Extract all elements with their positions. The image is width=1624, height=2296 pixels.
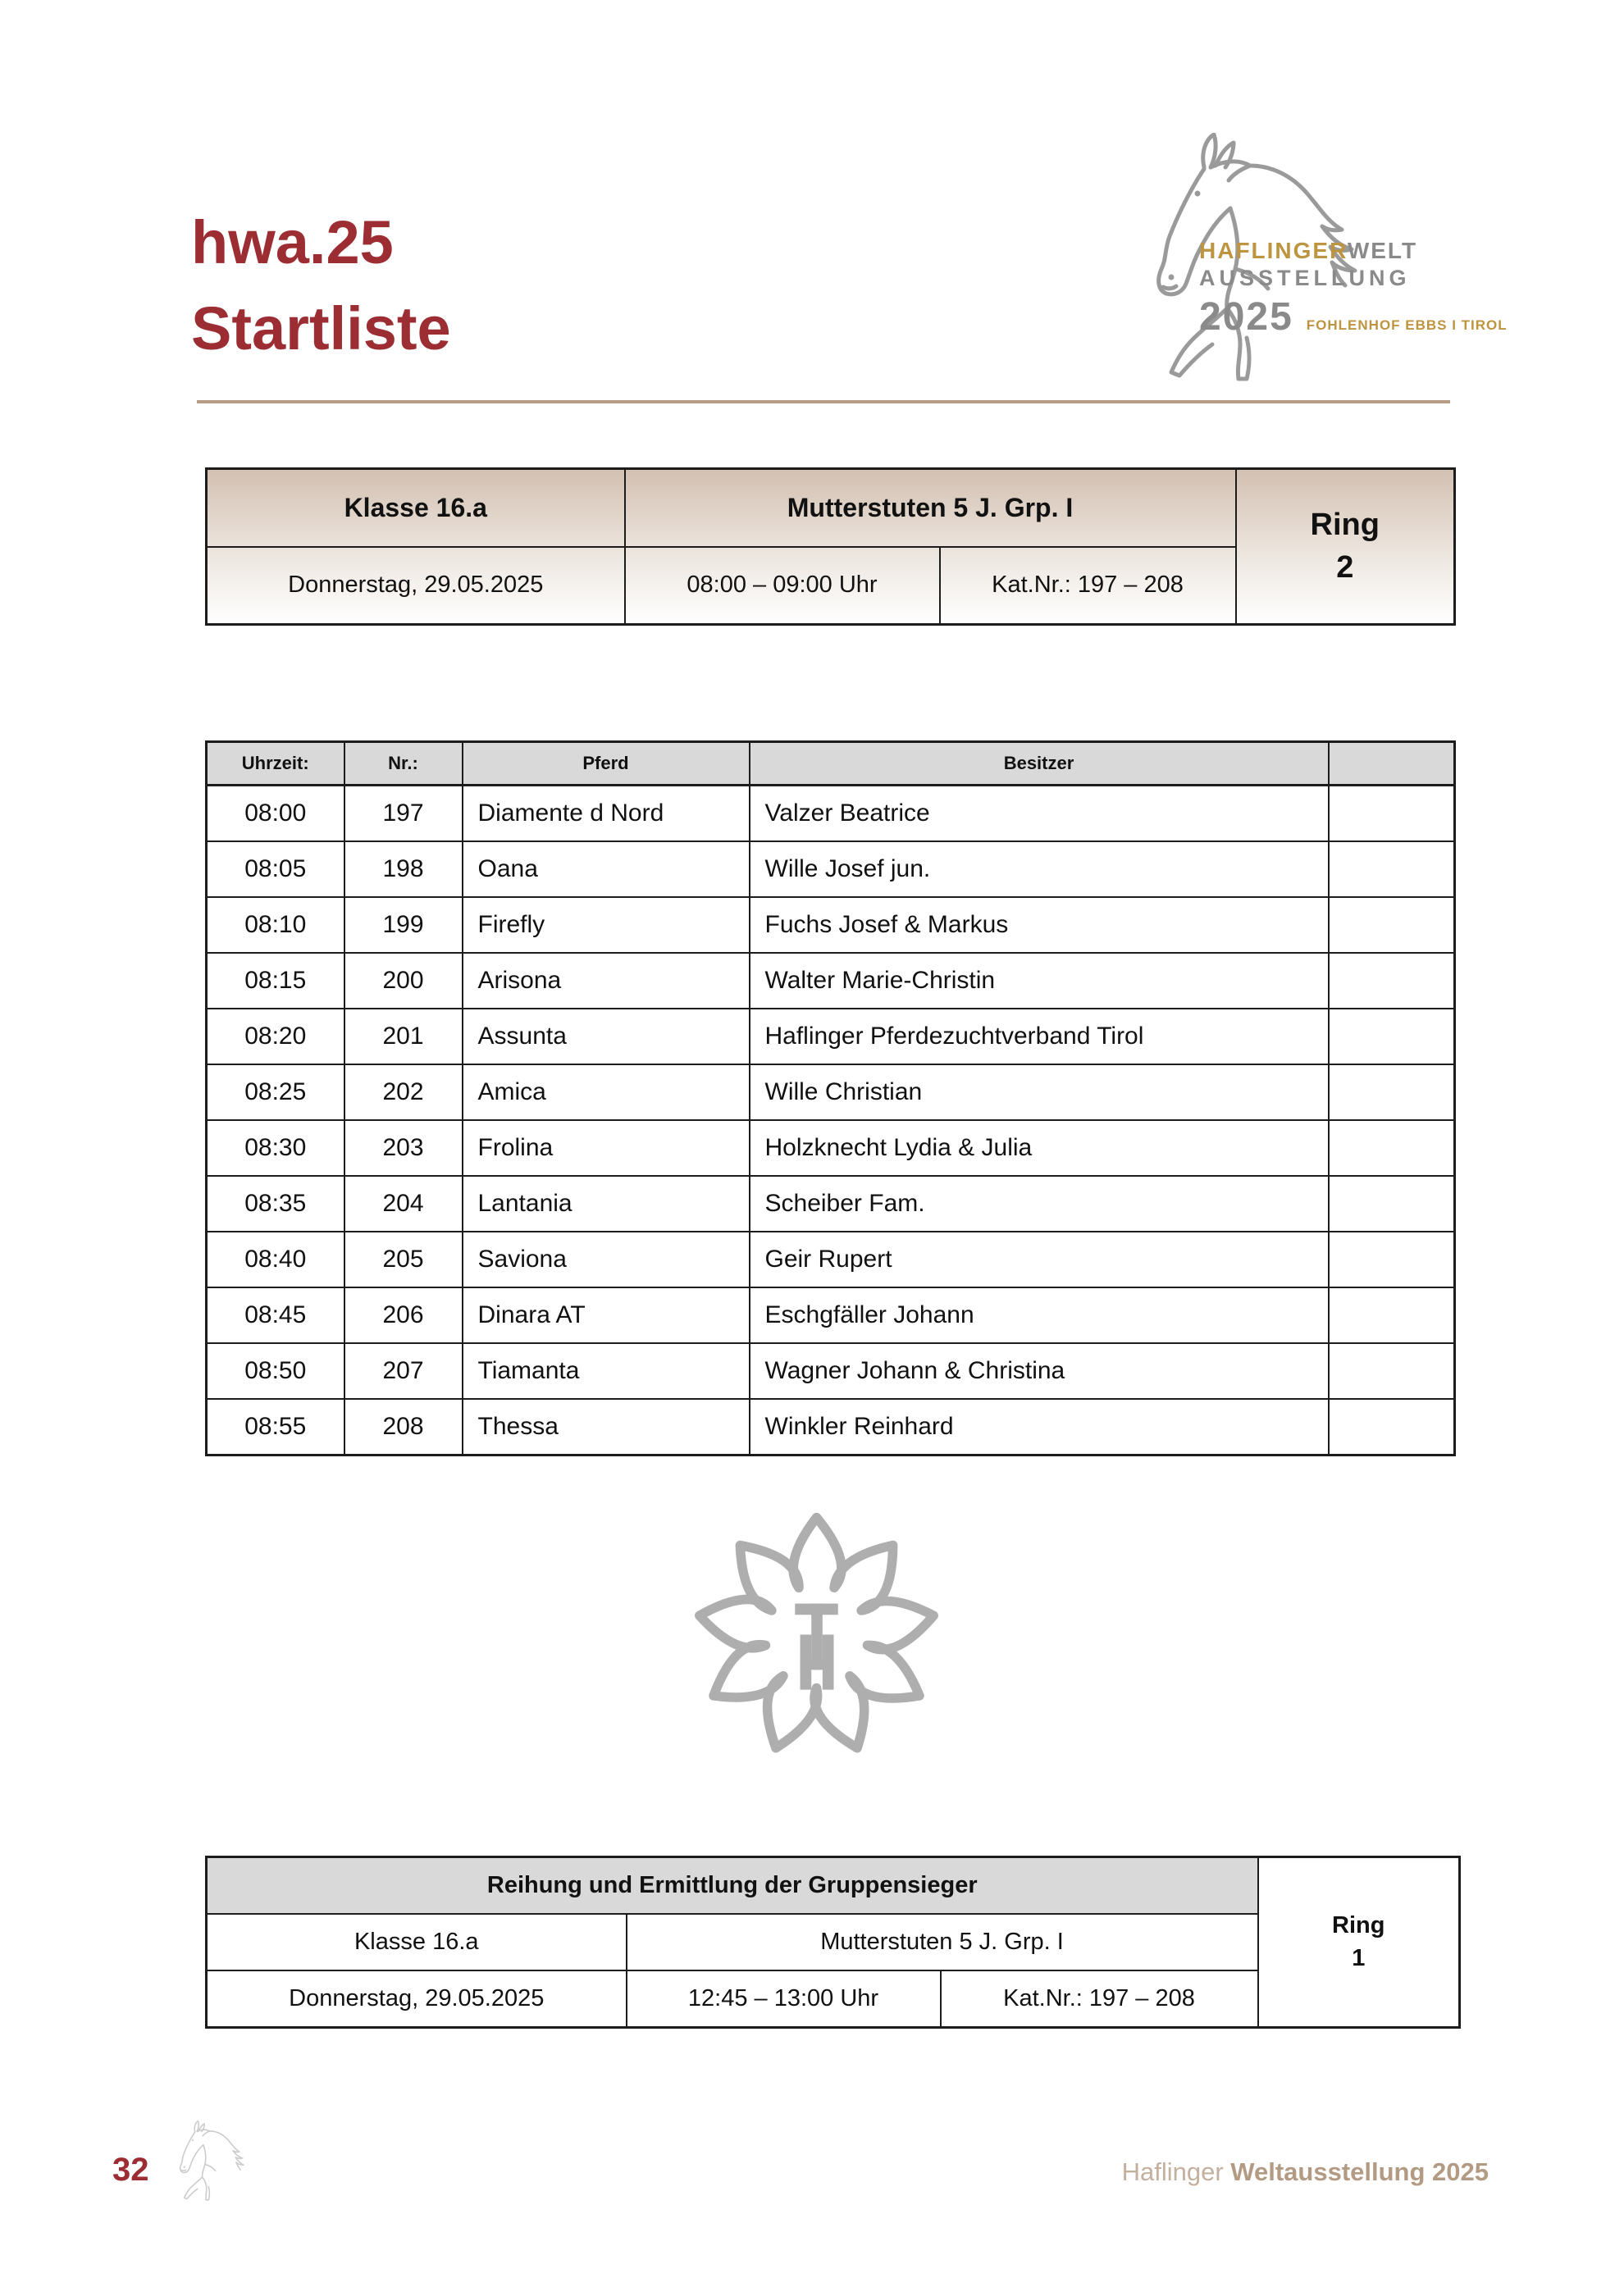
table-row [207,1399,1455,1456]
cell-time: 08:05 [207,841,344,897]
cell-nr: 202 [344,1064,463,1120]
table-row [207,786,1455,842]
cell-blank [1329,1176,1455,1232]
session-date: Donnerstag, 29.05.2025 [207,547,625,625]
cell-time: 08:55 [207,1399,344,1456]
cell-nr: 201 [344,1009,463,1064]
column-header-horse: Pferd [463,742,750,786]
session-info-table [205,467,1456,626]
session-ring [1236,469,1455,625]
cell-blank [1329,897,1455,953]
page-title-line2: Startliste [191,294,451,363]
table-row [207,1232,1455,1287]
session-catnr: Kat.Nr.: 197 – 208 [940,547,1236,625]
cell-owner: Fuchs Josef & Markus [750,897,1329,953]
cell-time: 08:45 [207,1287,344,1343]
cell-time: 08:25 [207,1064,344,1120]
table-row [207,1009,1455,1064]
cell-owner: Valzer Beatrice [750,786,1329,842]
cell-owner: Wagner Johann & Christina [750,1343,1329,1399]
cell-blank [1329,1009,1455,1064]
cell-horse: Saviona [463,1232,750,1287]
cell-blank [1329,1343,1455,1399]
logo-venue: FOHLENHOF EBBS I TIROL [1306,317,1508,333]
logo-subtitle: AUSSTELLUNG [1199,266,1411,290]
cell-horse: Oana [463,841,750,897]
cell-blank [1329,1287,1455,1343]
ranking-catnr: Kat.Nr.: 197 – 208 [941,1970,1258,2028]
cell-owner: Holzknecht Lydia & Julia [750,1120,1329,1176]
logo-brand-gray: WELT [1347,238,1418,263]
ranking-time: 12:45 – 13:00 Uhr [627,1970,941,2028]
cell-nr: 198 [344,841,463,897]
cell-owner: Wille Josef jun. [750,841,1329,897]
ranking-group: Mutterstuten 5 J. Grp. I [627,1914,1258,1970]
cell-blank [1329,786,1455,842]
column-header-time: Uhrzeit: [207,742,344,786]
cell-nr: 199 [344,897,463,953]
cell-owner: Winkler Reinhard [750,1399,1329,1456]
logo-line3 [1199,294,1508,339]
footer-brand [1122,2157,1489,2187]
cell-owner: Eschgfäller Johann [750,1287,1329,1343]
logo-brand-gold: HAFLINGER [1199,238,1348,263]
page-number: 32 [112,2152,149,2188]
column-header-owner: Besitzer [750,742,1329,786]
cell-horse: Arisona [463,953,750,1009]
ranking-ring [1258,1857,1460,2028]
cell-horse: Firefly [463,897,750,953]
cell-horse: Frolina [463,1120,750,1176]
cell-horse: Dinara AT [463,1287,750,1343]
cell-nr: 205 [344,1232,463,1287]
table-row [207,1064,1455,1120]
column-header-blank [1329,742,1455,786]
table-row [207,1120,1455,1176]
session-ring-number: 2 [1336,549,1354,585]
table-row [207,1287,1455,1343]
footer-brand-light: Haflinger [1121,2157,1224,2186]
footer-brand-bold: Weltausstellung 2025 [1230,2157,1489,2186]
th-monogram [795,1604,838,1690]
cell-nr: 208 [344,1399,463,1456]
ranking-table [205,1856,1461,2029]
footer-horse-icon [161,2121,258,2203]
cell-nr: 203 [344,1120,463,1176]
table-row [207,897,1455,953]
startlist-header-row [207,742,1455,786]
cell-horse: Tiamanta [463,1343,750,1399]
cell-blank [1329,1399,1455,1456]
ranking-title: Reihung und Ermittlung der Gruppensieger [207,1857,1258,1915]
logo-year: 2025 [1199,295,1293,339]
cell-owner: Scheiber Fam. [750,1176,1329,1232]
cell-time: 08:40 [207,1232,344,1287]
cell-nr: 207 [344,1343,463,1399]
event-logo [1125,133,1552,403]
cell-nr: 204 [344,1176,463,1232]
cell-time: 08:50 [207,1343,344,1399]
cell-blank [1329,841,1455,897]
page-title [191,199,451,371]
ranking-ring-number: 1 [1352,1944,1366,1971]
ranking-class: Klasse 16.a [207,1914,627,1970]
cell-horse: Amica [463,1064,750,1120]
cell-time: 08:15 [207,953,344,1009]
sun-watermark-icon [687,1507,946,1765]
cell-blank [1329,1232,1455,1287]
session-group: Mutterstuten 5 J. Grp. I [625,469,1236,547]
cell-time: 08:20 [207,1009,344,1064]
table-row [207,1176,1455,1232]
ranking-date: Donnerstag, 29.05.2025 [207,1970,627,2028]
cell-nr: 197 [344,786,463,842]
startlist-table [205,740,1456,1456]
column-header-nr: Nr.: [344,742,463,786]
cell-owner: Haflinger Pferdezuchtverband Tirol [750,1009,1329,1064]
cell-owner: Wille Christian [750,1064,1329,1120]
cell-nr: 200 [344,953,463,1009]
cell-time: 08:10 [207,897,344,953]
cell-horse: Assunta [463,1009,750,1064]
logo-wordmark [1199,238,1508,339]
ranking-ring-label: Ring [1332,1912,1385,1939]
table-row [207,841,1455,897]
cell-blank [1329,1120,1455,1176]
session-time: 08:00 – 09:00 Uhr [625,547,940,625]
table-row [207,1343,1455,1399]
cell-blank [1329,1064,1455,1120]
session-class: Klasse 16.a [207,469,625,547]
cell-time: 08:35 [207,1176,344,1232]
cell-time: 08:30 [207,1120,344,1176]
cell-blank [1329,953,1455,1009]
page-title-line1: hwa.25 [191,208,394,276]
cell-nr: 206 [344,1287,463,1343]
logo-line1 [1199,238,1508,264]
cell-time: 08:00 [207,786,344,842]
cell-owner: Geir Rupert [750,1232,1329,1287]
cell-horse: Diamente d Nord [463,786,750,842]
session-ring-label: Ring [1310,508,1380,543]
cell-horse: Thessa [463,1399,750,1456]
table-row [207,953,1455,1009]
cell-owner: Walter Marie-Christin [750,953,1329,1009]
cell-horse: Lantania [463,1176,750,1232]
